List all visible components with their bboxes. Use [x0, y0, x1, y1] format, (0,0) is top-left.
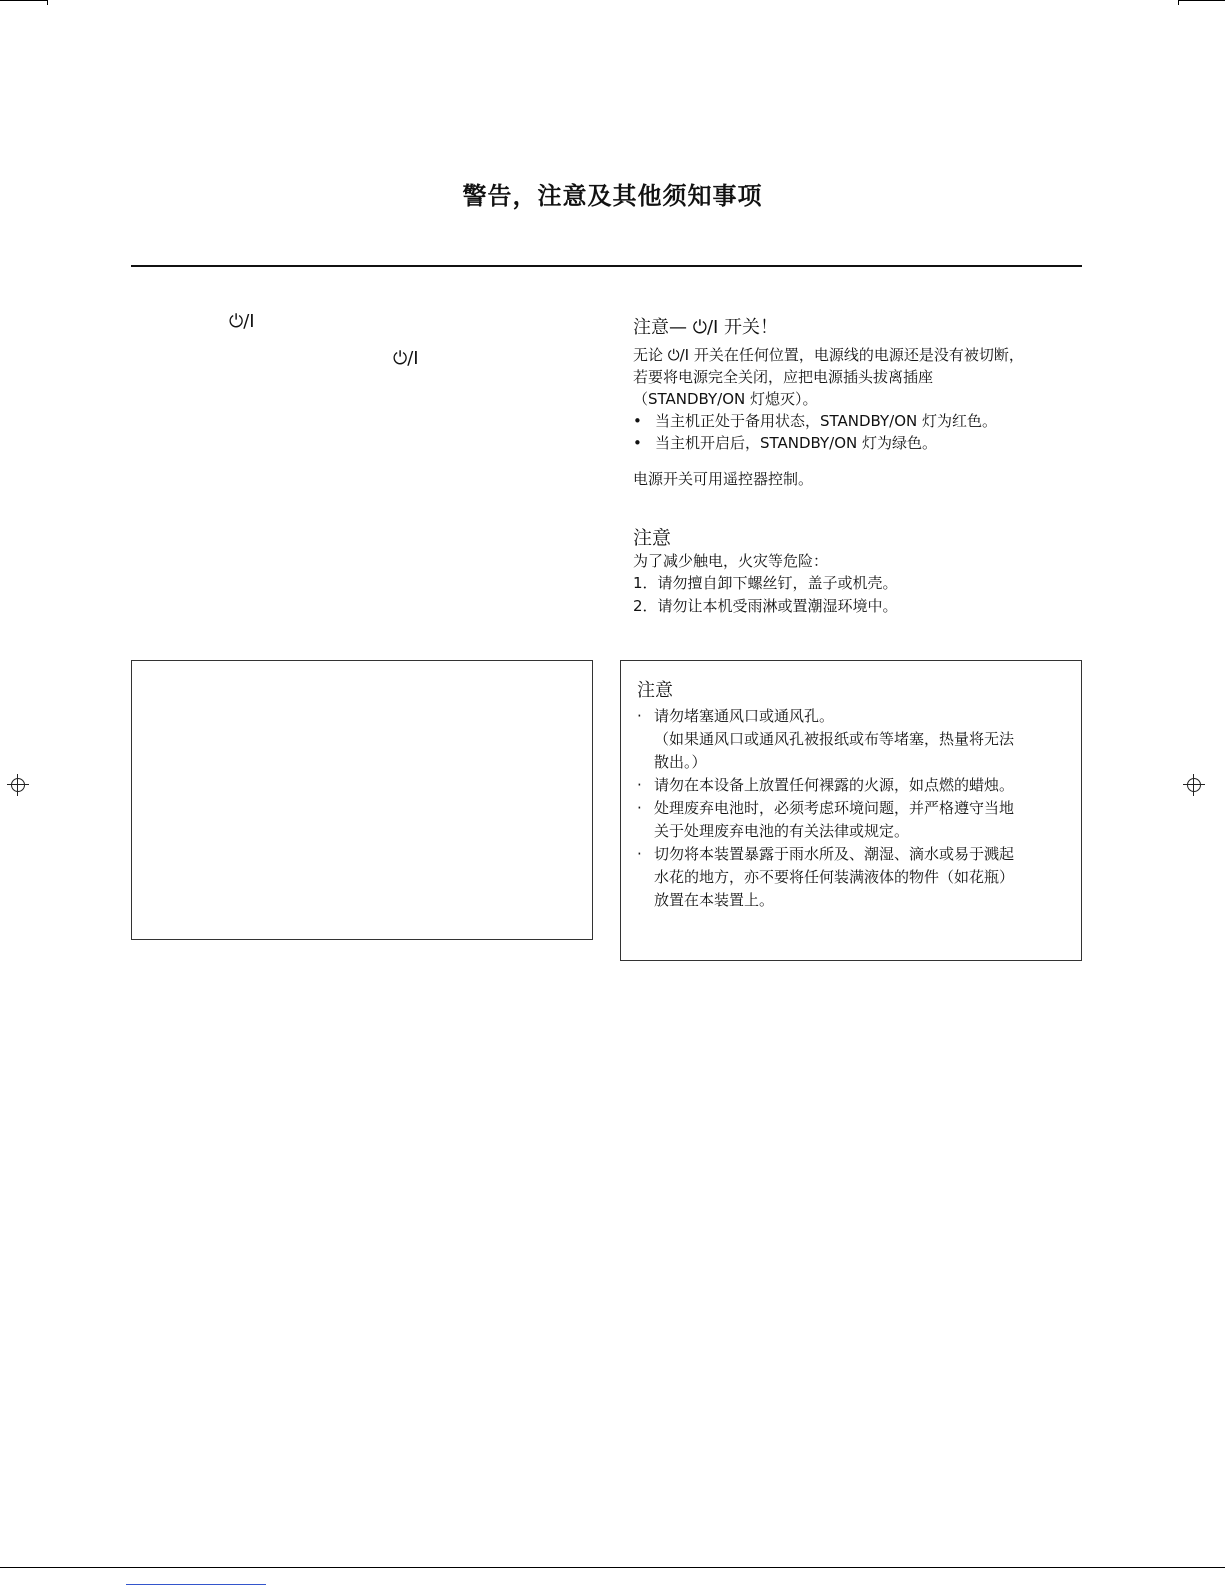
remote-note: 电源开关可用遥控器控制。 [633, 470, 814, 488]
registration-mark-icon [1183, 774, 1205, 796]
box-caution-list [637, 705, 1017, 912]
crop-mark [0, 1567, 1225, 1568]
box-caution-heading: 注意 [637, 680, 673, 701]
page-title: 警告，注意及其他须知事项 [462, 182, 763, 210]
caution-item: 2．请勿让本机受雨淋或置潮湿环境中。 [633, 597, 898, 615]
caution-heading: 注意 [633, 527, 672, 549]
power-switch-line: （STANDBY/ON 灯熄灭）。 [633, 390, 818, 408]
caution-item: 1．请勿擅自卸下螺丝钉，盖子或机壳。 [633, 574, 898, 592]
crop-mark [1178, 0, 1225, 1]
list-item: · 切勿将本装置暴露于雨水所及、潮湿、滴水或易于溅起水花的地方，亦不要将任何装满液体的物件（如花瓶）放置在本装置上。 [637, 845, 1015, 909]
power-switch-section [633, 316, 1073, 490]
crop-mark [0, 0, 47, 1]
crop-mark [47, 0, 48, 5]
power-switch-line: 无论 ⏻/I 开关在任何位置，电源线的电源还是没有被切断， [633, 346, 1024, 364]
ventilation-caution-box [620, 660, 1082, 961]
power-switch-icon: ⏻/I [229, 311, 255, 332]
indicator-list [633, 410, 1073, 454]
crop-mark [1178, 0, 1179, 5]
caution-section [633, 526, 1073, 618]
left-notice-box [131, 660, 593, 940]
list-item: • 当主机正处于备用状态，STANDBY/ON 灯为红色。 [633, 412, 998, 430]
list-item: · 处理废弃电池时，必须考虑环境问题，并严格遵守当地关于处理废弃电池的有关法律或规定。 [637, 799, 1015, 840]
power-switch-icon: ⏻/I [393, 348, 419, 369]
title-divider [131, 265, 1082, 267]
power-switch-heading: 注意— ⏻/I 开关！ [633, 317, 779, 338]
list-item: · 请勿在本设备上放置任何裸露的火源，如点燃的蜡烛。 [637, 776, 1015, 794]
caution-intro: 为了减少触电，火灾等危险： [633, 552, 829, 570]
list-item: · 请勿堵塞通风口或通风孔。 （如果通风口或通风孔被报纸或布等堵塞，热量将无法散出。） [637, 707, 1015, 771]
list-item: • 当主机开启后，STANDBY/ON 灯为绿色。 [633, 434, 938, 452]
registration-mark-icon [7, 774, 29, 796]
power-switch-line: 若要将电源完全关闭，应把电源插头拔离插座 [633, 368, 934, 386]
